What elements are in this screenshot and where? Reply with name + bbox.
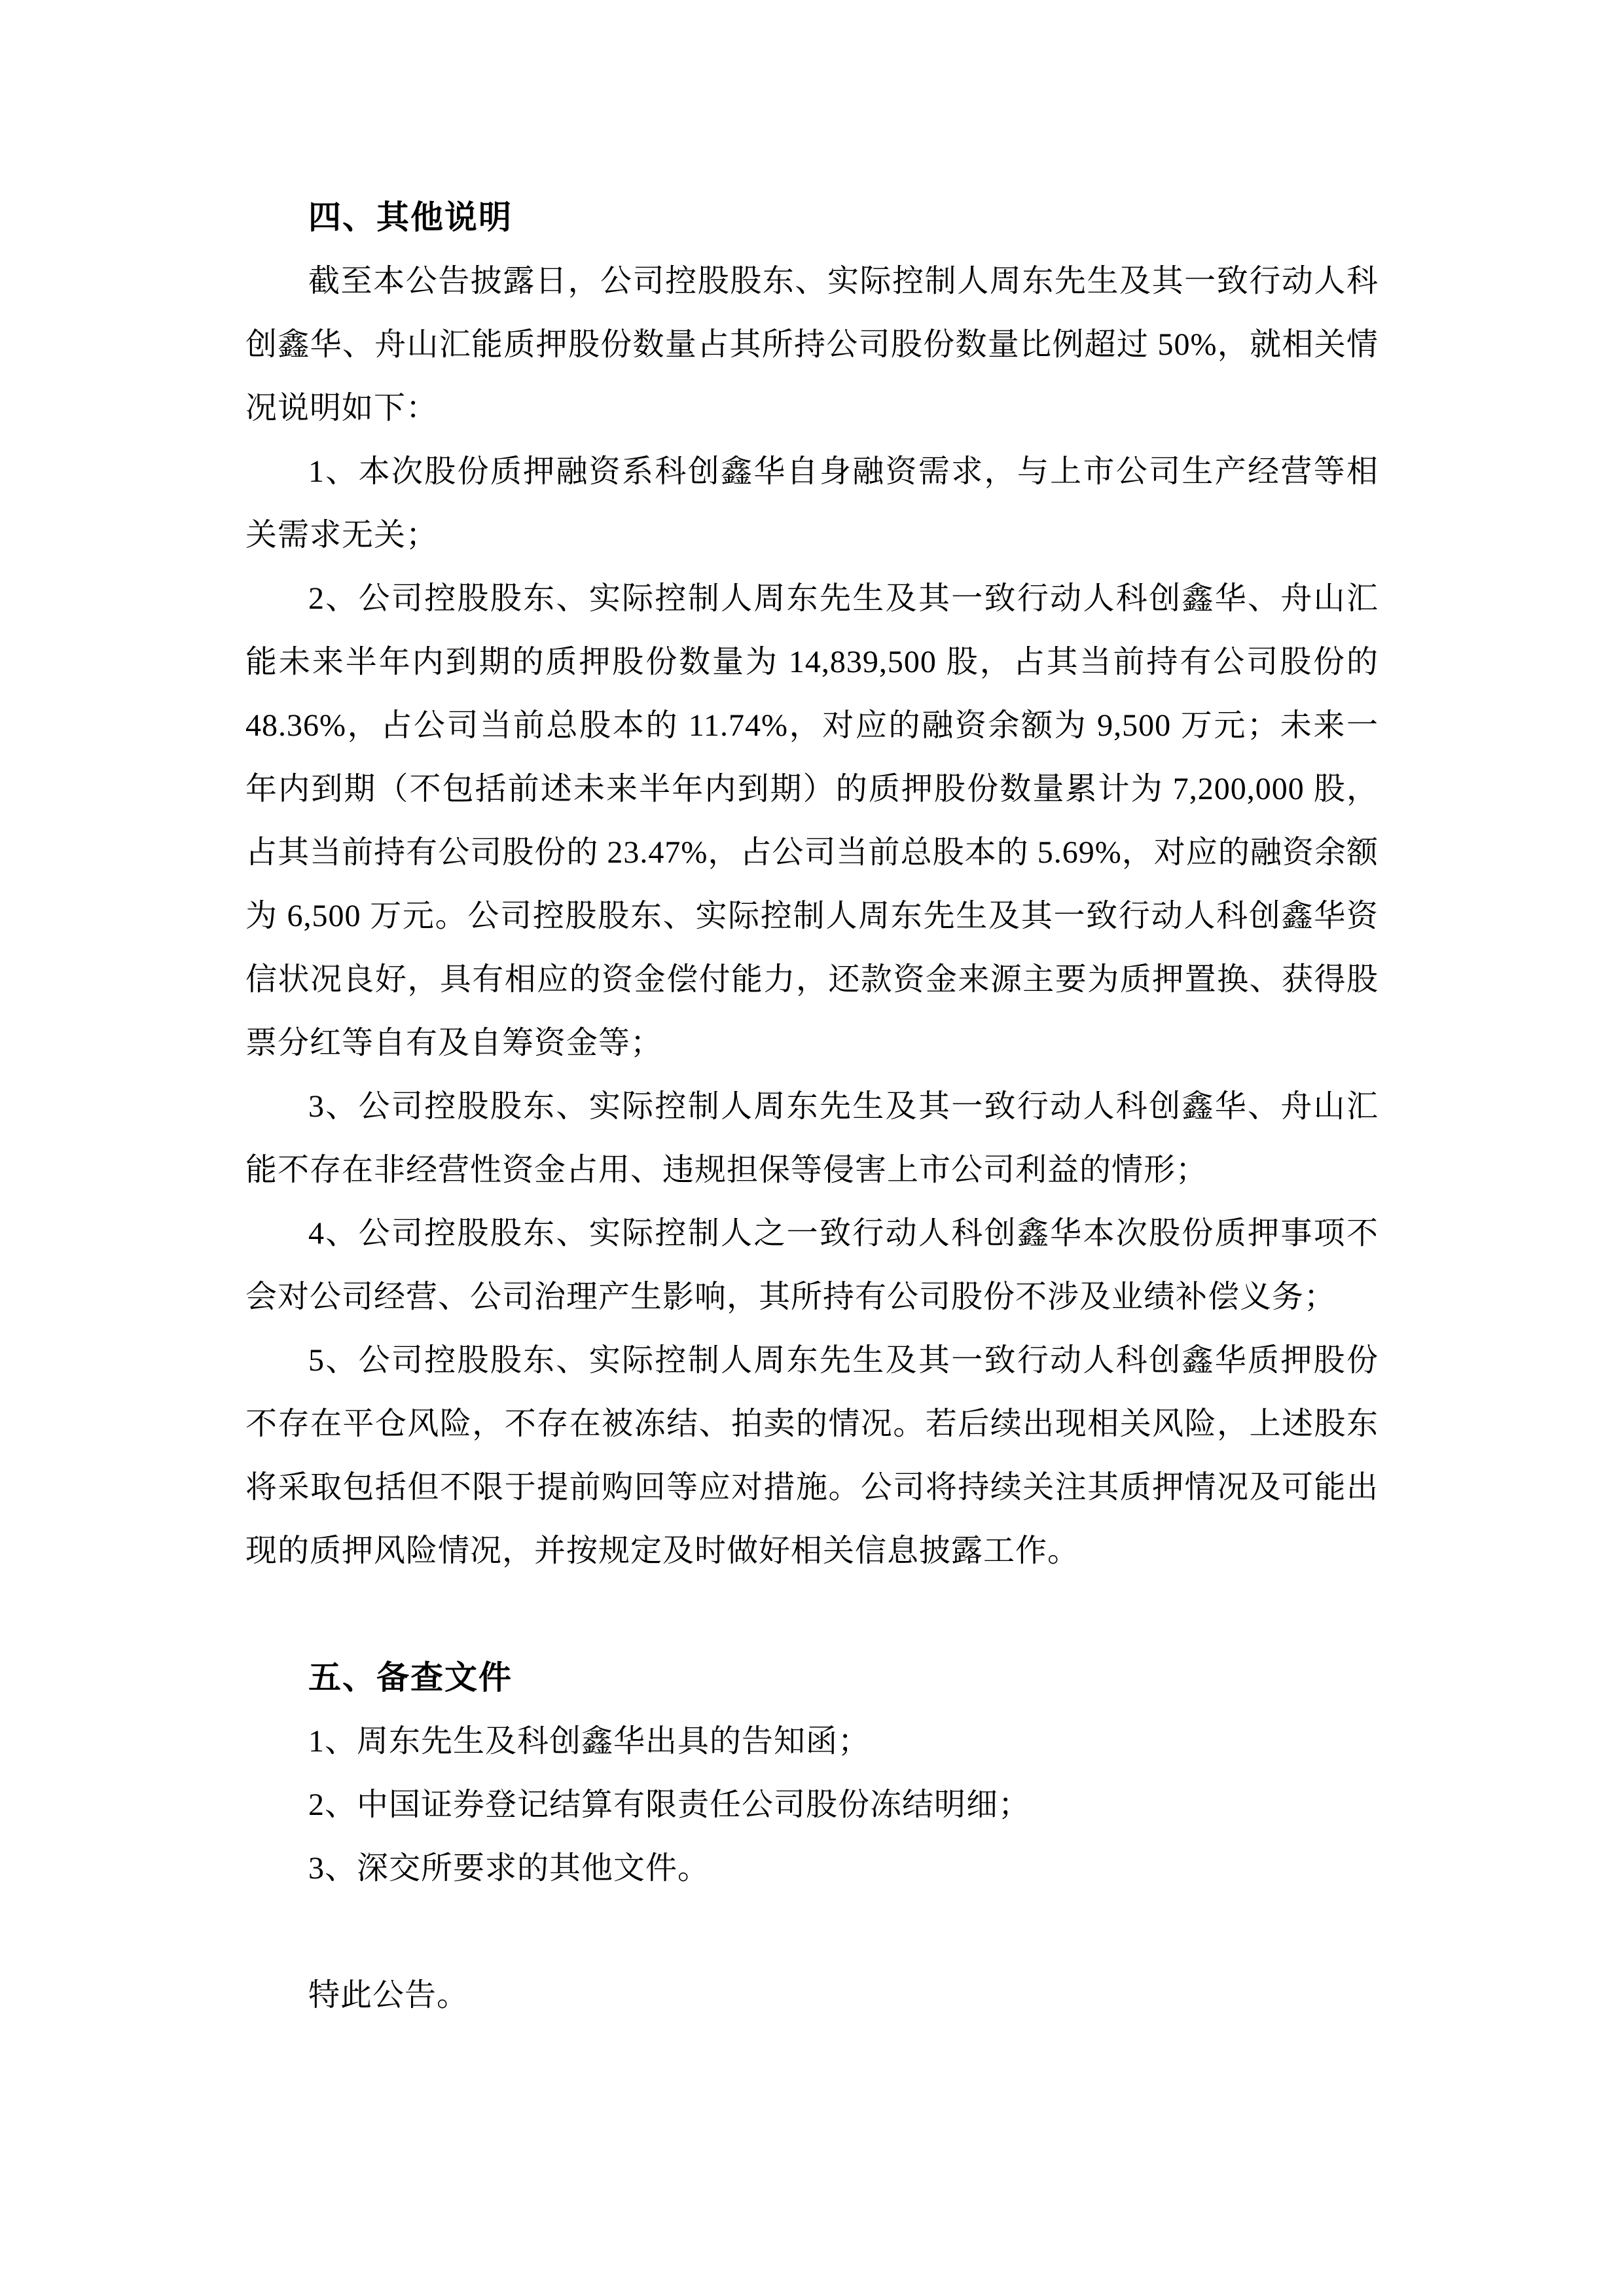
reference-document-item-3: 3、深交所要求的其他文件。 [308, 1851, 710, 1886]
section-heading-reference-documents: 五、备查文件 [308, 1659, 513, 1696]
blank-line [245, 1900, 1379, 1964]
blank-line [245, 1583, 1379, 1646]
reference-document-item-1: 1、周东先生及科创鑫华出具的告知函； [308, 1724, 871, 1759]
section-heading-other-notes: 四、其他说明 [308, 199, 513, 236]
paragraph-closing-announcement: 特此公告。 [308, 1978, 469, 2013]
paragraph-note-3: 3、公司控股股东、实际控制人周东先生及其一致行动人科创鑫华、舟山汇能不存在非经营性资金占用、违规担保等侵害上市公司利益的情形； [245, 1089, 1379, 1187]
paragraph-intro: 截至本公告披露日，公司控股股东、实际控制人周东先生及其一致行动人科创鑫华、舟山汇能质押股份数量占其所持公司股份数量比例超过 50%，就相关情况说明如下： [245, 264, 1379, 425]
paragraph-note-2: 2、公司控股股东、实际控制人周东先生及其一致行动人科创鑫华、舟山汇能未来半年内到期的质押股份数量为 14,839,500 股，占其当前持有公司股份的 48.36%，占公司当前总股本的 11.74%，对应的融资余额为 9,500 万元；未来一年内到期（不包括前述未来半年内到期）的质押股份数量累计为 7,200,000 股，占其当前持有公司股份的 23.47%，占公司当前总股本的 5.69%，对应的融资余额为 6,500 万元。公司控股股东、实际控制人周东先生及其一致行动人科创鑫华资信状况良好，具有相应的资金偿付能力，还款资金来源主要为质押置换、获得股票分红等自有及自筹资金等； [245, 581, 1379, 1060]
paragraph-note-4: 4、公司控股股东、实际控制人之一致行动人科创鑫华本次股份质押事项不会对公司经营、公司治理产生影响，其所持有公司股份不涉及业绩补偿义务； [245, 1216, 1379, 1314]
reference-document-item-2: 2、中国证券登记结算有限责任公司股份冻结明细； [308, 1787, 1031, 1822]
paragraph-note-5: 5、公司控股股东、实际控制人周东先生及其一致行动人科创鑫华质押股份不存在平仓风险，不存在被冻结、拍卖的情况。若后续出现相关风险，上述股东将采取包括但不限于提前购回等应对措施。公司将持续关注其质押情况及可能出现的质押风险情况，并按规定及时做好相关信息披露工作。 [245, 1343, 1379, 1568]
paragraph-note-1: 1、本次股份质押融资系科创鑫华自身融资需求，与上市公司生产经营等相关需求无关； [245, 454, 1379, 552]
